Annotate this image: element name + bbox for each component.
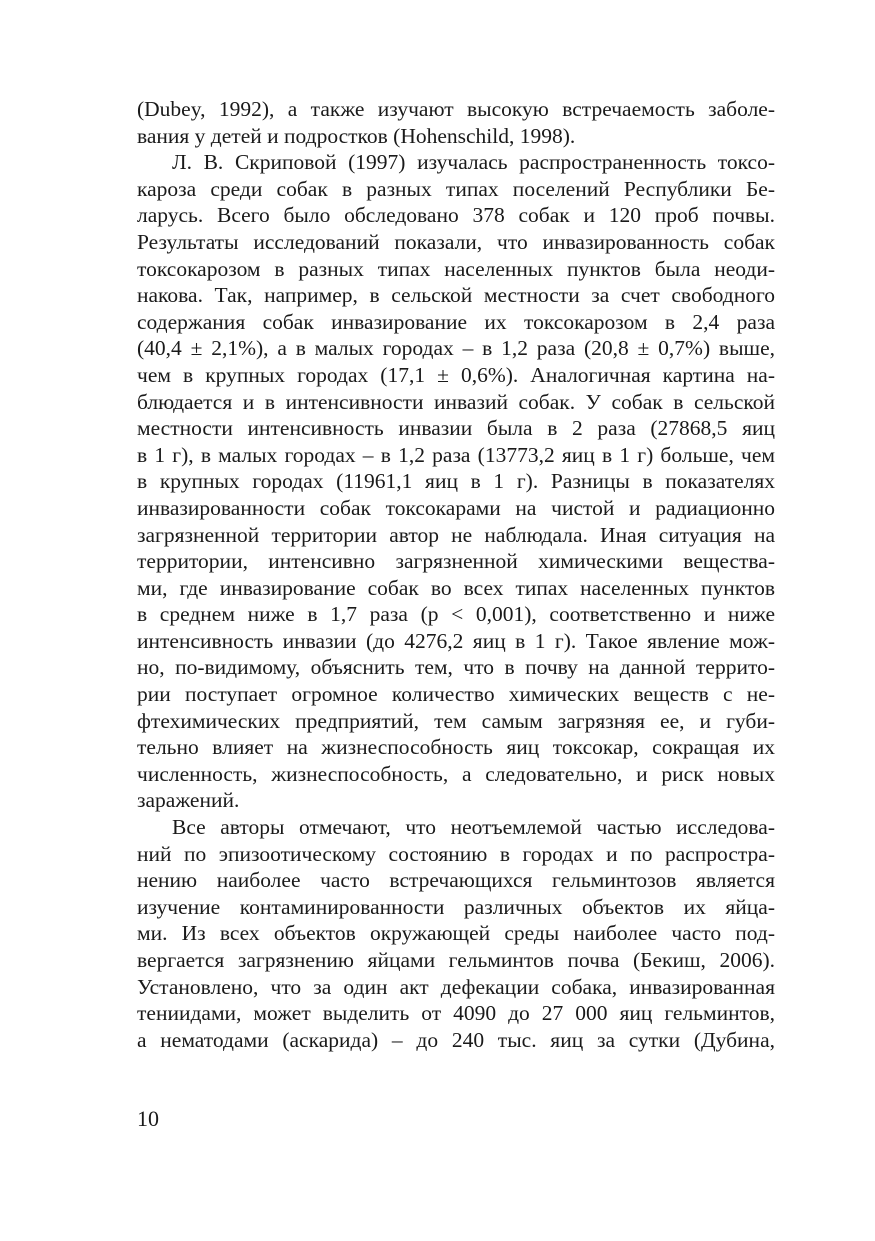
page-number: 10 [137,1106,159,1131]
text-line: токсокарозом в разных типах населенных пунктов была неоди- [137,256,775,281]
text-line: ний по эпизоотическому состоянию в городах и по распростра- [137,841,775,866]
paragraph [137,149,775,814]
text-line: заражений. [137,788,240,813]
text-line: содержания собак инвазирование их токсокарозом в 2,4 раза [137,309,775,334]
text-line: тениидами, может выделить от 4090 до 27 000 яиц гельминтов, [137,1001,775,1026]
text-line: тельно влияет на жизнеспособность яиц токсокар, сокращая их [137,735,775,760]
text-line: вергается загрязнению яйцами гельминтов почва (Бекиш, 2006). [137,948,775,972]
text-line: кароза среди собак в разных типах поселений Республики Бе- [137,176,775,201]
text-line: в крупных городах (11961,1 яиц в 1 г). Разницы в показателях [137,469,775,494]
text-line: изучение контаминированности различных объектов их яйца- [137,894,775,919]
text-line: Все авторы отмечают, что неотъемлемой частью исследова- [172,815,775,840]
text-line: загрязненной территории автор не наблюдала. Иная ситуация на [137,522,775,547]
text-line: в 1 г), в малых городах – в 1,2 раза (13773,2 яиц в 1 г) больше, чем [137,442,775,467]
text-line: вания у детей и подростков (Hohenschild, 1998). [137,123,576,148]
text-line: (40,4 ± 2,1%), а в малых городах – в 1,2 раза (20,8 ± 0,7%) выше, [137,336,775,361]
text-line: накова. Так, например, в сельской местности за счет свободного [137,283,775,308]
text-line: территории, интенсивно загрязненной химическими вещества- [137,549,775,574]
text-line: рии поступает огромное количество химических веществ с не- [137,682,775,707]
text-line: Установлено, что за один акт дефекации собака, инвазированная [137,974,775,999]
text-line: блюдается и в интенсивности инвазий собак. У собак в сельской [137,389,775,414]
text-line: в среднем ниже в 1,7 раза (p < 0,001), соответственно и ниже [137,602,775,627]
text-line: ларусь. Всего было обследовано 378 собак и 120 проб почвы. [137,203,775,228]
text-line: ми. Из всех объектов окружающей среды наиболее часто под- [137,921,775,946]
paragraph [137,814,775,1053]
text-line: ми, где инвазирование собак во всех типах населенных пунктов [137,575,775,600]
text-line: (Dubey, 1992), а также изучают высокую встречаемость заболе- [137,97,775,121]
text-line: интенсивность инвазии (до 4276,2 яиц в 1 г). Такое явление мож- [137,628,775,653]
text-line: но, по-видимому, объяснить тем, что в почву на данной террито- [137,655,775,680]
text-line: Результаты исследований показали, что инвазированность собак [137,229,775,254]
page-body [137,96,775,1053]
text-line: чем в крупных городах (17,1 ± 0,6%). Аналогичная картина на- [137,362,775,387]
paragraph [137,96,775,149]
text-line: Л. В. Скриповой (1997) изучалась распространенность токсо- [172,150,775,175]
text-line: численность, жизнеспособность, а следовательно, и риск новых [137,761,775,786]
text-line: фтехимических предприятий, тем самым загрязняя ее, и губи- [137,708,775,733]
text-line: нению наиболее часто встречающихся гельминтозов является [137,868,775,893]
text-line: инвазированности собак токсокарами на чистой и радиационно [137,495,775,520]
text-line: местности интенсивность инвазии была в 2 раза (27868,5 яиц [137,416,775,441]
text-line: а нематодами (аскарида) – до 240 тыс. яиц за сутки (Дубина, [137,1027,775,1052]
